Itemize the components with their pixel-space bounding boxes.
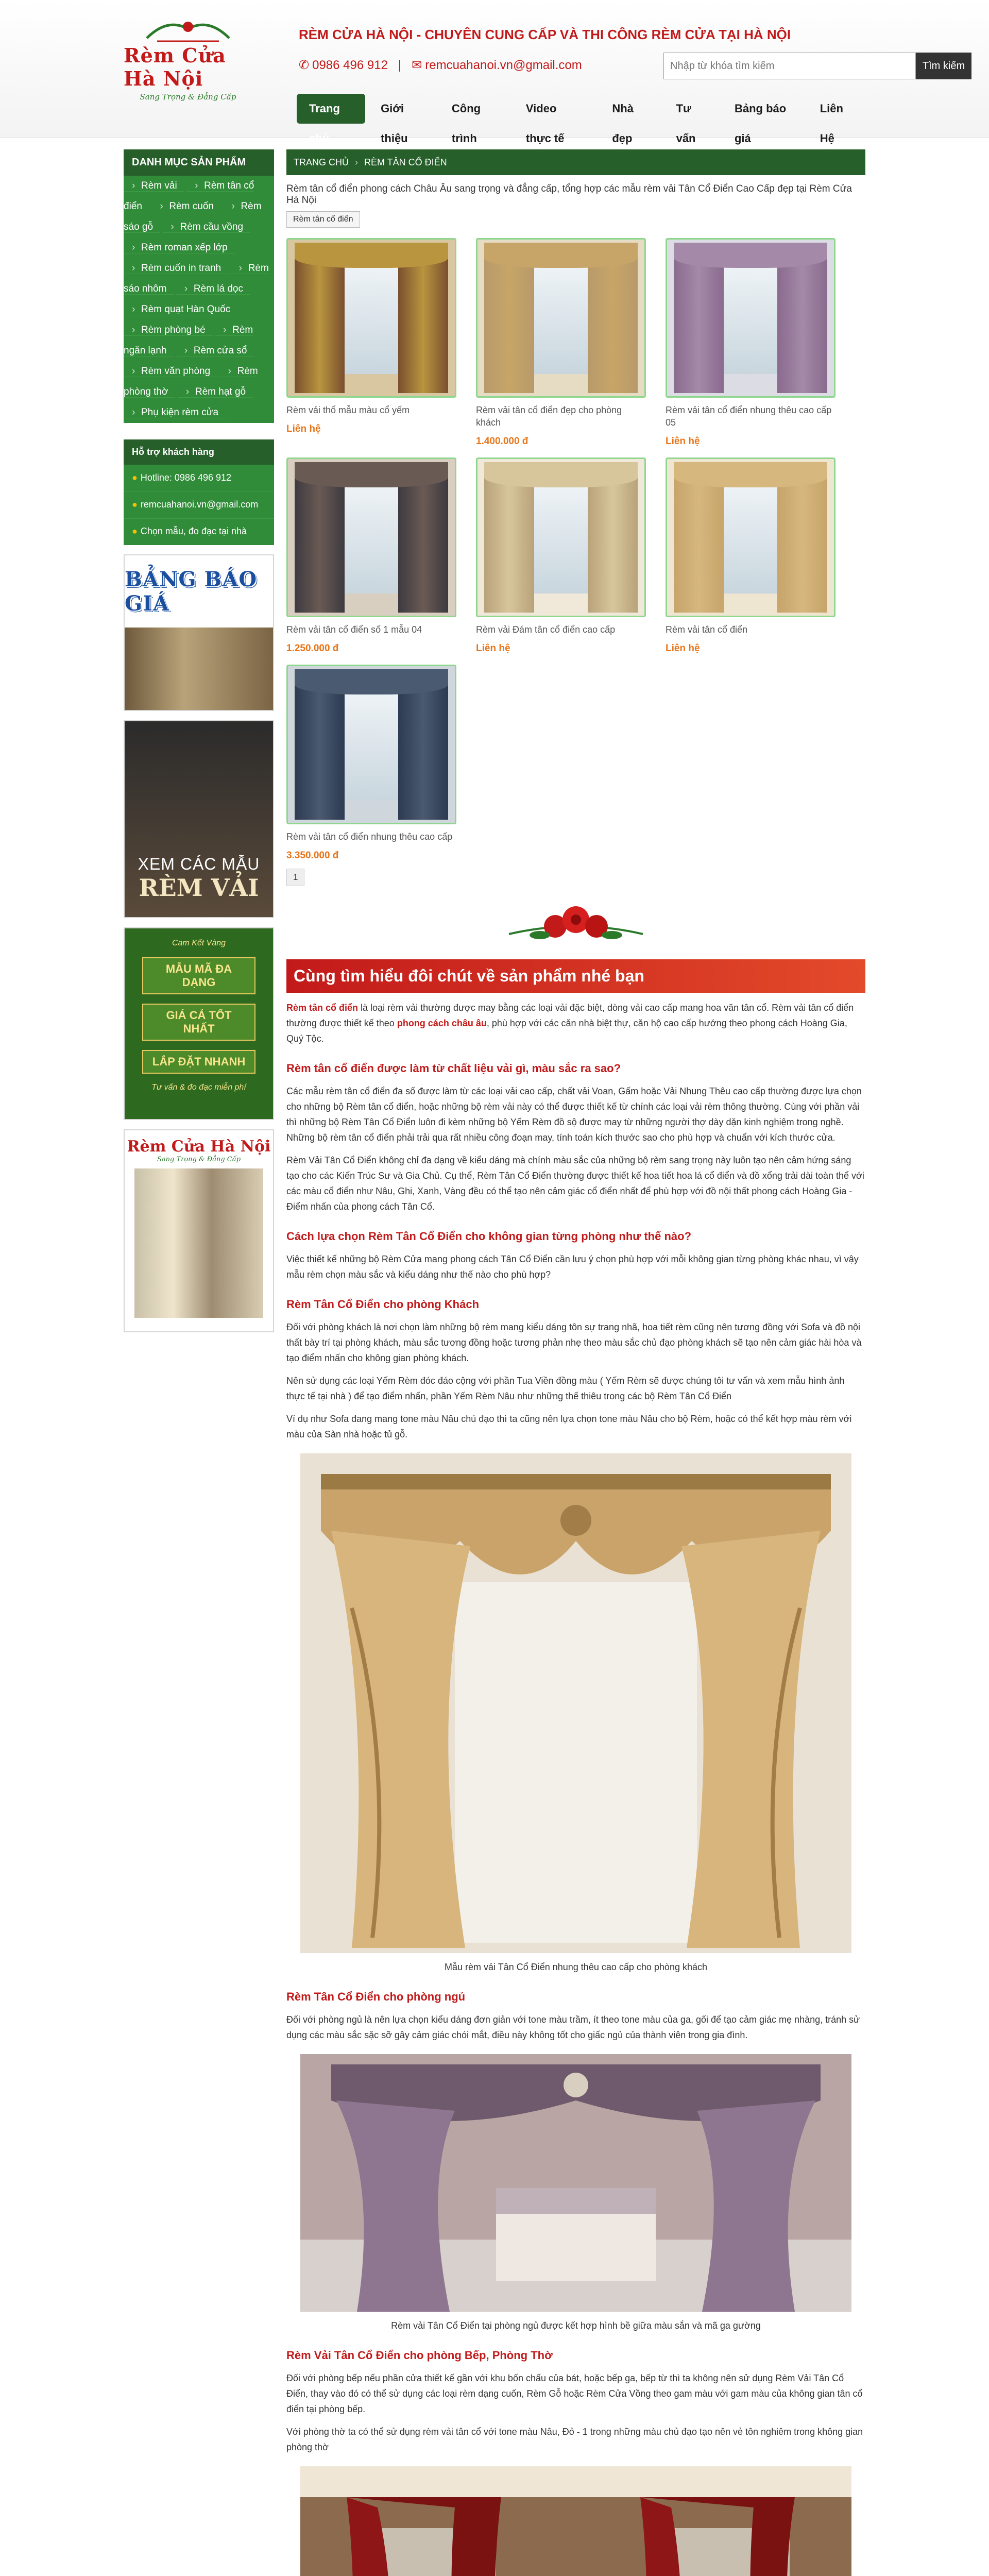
breadcrumb-home[interactable]: TRANG CHỦ [294,157,349,167]
article-paragraph: Đối với phòng ngủ là nên lựa chọn kiểu dáng đơn giản với tone màu trầm, ít theo tone màu của ga, gối để tạo cảm giác mẹ nhàng, tránh sử dụng các màu sắc sặc sỡ gây cảm giác chói mắt, điều này không tốt cho giấc ngủ của thành viên trong gia đình. [286,2014,860,2040]
product-card[interactable] [666,457,835,654]
breadcrumb [286,149,865,175]
banner-line: XEM CÁC MẪU [138,855,260,873]
product-card[interactable] [476,238,646,447]
figure-caption: Mẫu rèm vải Tân Cổ Điển nhung thêu cao cấp cho phòng khách [445,1962,707,1972]
nav-videos[interactable]: Video thực tế [525,102,565,145]
product-image-valance [295,669,448,694]
product-name[interactable]: Rèm vải tân cổ điển [666,624,748,635]
site-tagline: RÈM CỬA HÀ NỘI - CHUYÊN CUNG CẤP VÀ THI CÔNG RÈM CỬA TẠI HÀ NỘI [299,27,791,42]
product-image-curtain [674,468,724,613]
category-intro: Rèm tân cổ điển phong cách Châu Âu sang trọng và đẳng cấp, tổng hợp các mẫu rèm vải Tân Cổ Điển Cao Cấp đẹp tại Rèm Cửa Hà Nội [286,183,852,206]
product-image-valance [295,243,448,268]
banner-logo-subtitle: Sang Trọng & Đẳng Cấp [157,1156,241,1163]
category-item[interactable]: › Rèm cầu vồng [163,222,251,233]
product-price: Liên hệ [666,436,700,447]
category-item[interactable]: › Rèm lá dọc [176,283,250,295]
product-image[interactable] [286,665,456,824]
article-paragraph: Các mẫu rèm tân cổ điển đa số được làm từ các loại vải cao cấp, chất vải Voan, Gấm hoặc Vải Nhung Thêu cao cấp thường được lựa chọn cho những bộ Rèm tân cổ điển, hoặc những bộ rèm vải này có thể được thiết kế từ chính các loại vải rèm thông thường. Cùng với phần vải thì những bộ Rèm Tân Cổ Điển luôn đi kèm những bộ Yếm Rèm đồ sộ được may từ những người thợ dày dặn kinh nghiệm trong nghề. Những bộ rèm tân cổ điển phải trải qua rất nhiều công đoạn may, tính toán kích thước sao cho phù hợp và chuẩn với kích thước cửa. [286,1086,862,1143]
category-filter[interactable]: Rèm tân cổ điển [286,211,360,228]
category-item[interactable]: › Rèm phòng thờ [124,366,258,398]
product-image-curtain [674,249,724,393]
category-item[interactable]: › Rèm roman xếp lớp [124,242,235,253]
product-image-curtain [777,249,827,393]
sidebar [124,149,274,1332]
product-name[interactable]: Rèm vải thổ mẫu màu cổ yếm [286,405,410,415]
price-list-banner-title: BẢNG BÁO GIÁ [125,567,258,616]
logo-ornament-icon [129,17,247,44]
category-item[interactable]: › Rèm vải [124,180,184,192]
product-image-valance [674,243,827,268]
category-item[interactable]: › Rèm sáo nhôm [124,263,269,295]
category-item[interactable]: › Rèm phòng bé [124,325,213,336]
living-room-curtain-photo [300,1453,851,1953]
nav-advice[interactable]: Tư vấn [676,102,696,145]
article-heading: Rèm Vải Tân Cổ Điển cho phòng Bếp, Phòng Thờ [286,2349,553,2362]
product-price: Liên hệ [286,423,321,434]
product-image-curtain [588,468,638,613]
nav-beautiful-homes[interactable]: Nhà đẹp [612,102,634,145]
article-heading: Cách lựa chọn Rèm Tân Cổ Điển cho không gian từng phòng như thế nào? [286,1230,692,1243]
article-paragraph: Việc thiết kế những bộ Rèm Cửa mang phong cách Tân Cổ Điển cần lưu ý chọn phù hợp với mỗi không gian từng phòng khác nhau, vì vậy mẫu rèm chọn màu sắc và kiểu dáng như thế nào cho phù hợp? [286,1254,859,1280]
altar-room-curtain-photo [300,2466,851,2576]
product-image-curtain [398,675,448,820]
category-item[interactable]: › Phụ kiện rèm cửa [124,407,226,418]
nav-home[interactable]: Trang chủ [297,94,365,124]
product-name[interactable]: Rèm vải tân cổ điển nhung thêu cao cấp 05 [666,405,832,428]
figure-caption: Rèm vải Tân Cổ Điển tại phòng ngủ được kết hợp hình bề giữa màu sắn và mã ga gường [391,2320,761,2331]
main-nav [297,94,865,145]
phone-icon: ✆ [299,58,310,72]
product-image-curtain [588,249,638,393]
nav-contact[interactable]: Liên Hệ [820,102,843,145]
product-image-curtain [295,249,345,393]
article-paragraph: Với phòng thờ ta có thể sử dụng rèm vải tân cổ với tone màu Nâu, Đỏ - 1 trong những màu chủ đạo tạo nên vẻ tôn nghiêm trong không gian phòng thờ [286,2427,863,2452]
banner-image [134,1168,263,1318]
brand-banner[interactable] [124,1129,274,1332]
product-card[interactable] [286,238,456,447]
support-hotline[interactable]: ● Hotline: 0986 496 912 [124,465,274,492]
nav-about[interactable]: Giới thiệu [381,102,408,145]
product-image[interactable] [666,238,835,398]
product-card[interactable] [286,665,456,861]
bullet-icon: ● [132,472,138,483]
category-item[interactable]: › Rèm ngăn lạnh [124,325,253,357]
product-price: 1.400.000 đ [476,436,528,447]
product-image[interactable] [286,457,456,617]
support-note: ● Chọn mẫu, đo đạc tại nhà [124,518,274,545]
article-heading: Rèm Tân Cổ Điển cho phòng ngủ [286,1990,466,2003]
article-paragraph: Đối với phòng khách là nơi chọn làm những bộ rèm mang kiểu dáng tôn sự trang nhã, hoa tiết rèm cũng nên tương đồng với Sofa và đồ nội thất bày trí tại phòng khách, màu sắc tương đồng hoặc tương phản nhẹ theo màu sắc chủ đạo phòng khách sẽ tạo nên cảm giác hài hòa và tạo điểm nhấn cho không gian phòng khách. [286,1322,862,1363]
product-image-curtain [484,468,534,613]
category-item[interactable]: › Rèm cuốn [151,201,221,212]
bedroom-curtain-photo [300,2054,851,2312]
logo[interactable] [124,15,252,103]
header [0,0,989,145]
product-image-curtain [398,249,448,393]
category-item[interactable]: › Rèm tân cổ điển [124,180,254,212]
header-email[interactable]: ✉ remcuahanoi.vn@gmail.com [412,58,582,72]
product-price: 3.350.000 đ [286,850,339,861]
product-image-valance [674,462,827,487]
email-icon: ✉ [412,58,422,72]
product-image-curtain [484,249,534,393]
product-image-valance [484,462,638,487]
article [286,1000,865,2576]
article-heading: Rèm tân cổ điển được làm từ chất liệu vải gì, màu sắc ra sao? [286,1062,621,1075]
logo-title: Rèm Cửa Hà Nội [124,44,226,90]
product-grid [286,238,865,861]
category-item[interactable]: › Rèm cuốn in tranh [124,263,228,274]
product-name[interactable]: Rèm vải Đám tân cổ điển cao cấp [476,624,616,635]
product-image-curtain [777,468,827,613]
article-paragraph: Đối với phòng bếp nếu phần cửa thiết kế gần với khu bốn chấu của bát, hoặc bếp ga, bếp từ thì ta không nên sử dụng Rèm Vải Tân Cổ Điển, thay vào đó có thể sử dụng các loại rèm dạng cuốn, Rèm Gỗ hoặc Rèm Cửa Vồng theo gam màu với gam màu của không gian tân cổ điển tại phòng bếp. [286,2373,863,2414]
price-list-banner[interactable] [124,554,274,711]
article-paragraph: Ví dụ như Sofa đang mang tone màu Nâu chủ đạo thì ta cũng nên lựa chọn tone màu Nâu cho bộ Rèm, hoặc có thể kết hợp màu rèm với màu của Sàn nhà hoặc tủ gỗ. [286,1414,852,1439]
banner-line: Tư vấn & đo đạc miễn phí [151,1083,246,1092]
category-item[interactable]: › Rèm hạt gỗ [178,386,253,398]
bullet-icon: ● [132,526,138,536]
logo-subtitle: Sang Trọng & Đẳng Cấp [140,92,236,101]
product-card[interactable] [666,238,835,447]
article-paragraph: Rèm tân cổ điển là loại rèm vải thường được may bằng các loại vải đặc biệt, dòng vải cao cấp mang hoa văn tân cổ. Rèm vải tân cổ điển thường được thiết kế theo phong cách châu âu, phù hợp với các căn nhà biệt thự, căn hộ cao cấp hướng theo phong cách Hoàng Gia, Quý Tộc. [286,1003,854,1044]
category-list [124,176,274,423]
support-box [124,439,274,545]
support-title: Hỗ trợ khách hàng [124,439,274,465]
article-paragraph: Nên sử dụng các loại Yếm Rèm đóc đáo cộng với phần Tua Viền đồng màu ( Yếm Rèm sẽ được chúng tôi tư vấn và xem mẫu hình ảnh thực tế tại nhà ) để tạo điểm nhấn, phần Yếm Rèm Nâu như những thế thiêu trong các bộ Rèm Tân Cổ Điển [286,1376,845,1401]
product-price: Liên hệ [666,643,700,654]
search-input[interactable] [663,53,916,79]
support-email[interactable]: ● remcuahanoi.vn@gmail.com [124,492,274,518]
search-button[interactable]: Tìm kiếm [916,53,971,79]
product-image-curtain [295,468,345,613]
product-name[interactable]: Rèm vải tân cổ điển nhung thêu cao cấp [286,832,453,842]
product-price: Liên hệ [476,643,510,654]
breadcrumb-current: RÈM TÂN CỔ ĐIỂN [364,157,447,167]
category-item[interactable]: › Rèm văn phòng [124,366,217,377]
banner-line: Cam Kết Vàng [172,939,226,947]
product-name[interactable]: Rèm vải tân cổ điển đẹp cho phòng khách [476,405,622,428]
article-heading: Rèm Tân Cổ Điển cho phòng Khách [286,1298,480,1311]
product-price: 1.250.000 đ [286,643,339,654]
banner-logo-title: Rèm Cửa Hà Nội [127,1138,271,1156]
category-item[interactable]: › Rèm quạt Hàn Quốc [124,304,237,315]
banner-image [125,628,273,710]
category-item[interactable]: › Rèm sáo gỗ [124,201,262,233]
nav-projects[interactable]: Công trình [451,102,481,145]
article-paragraph: Rèm Vải Tân Cổ Điển không chỉ đa dạng về kiểu dáng mà chính màu sắc của những bộ rèm sang trọng này luôn tạo nên cảm hứng sáng tạo cho các Kiến Trúc Sư và Gia Chủ. Cụ thể, Rèm Tân Cổ Điển thường được thiết kế hoa tiết hoa lá cổ điển và đồ xổng trải dài toàn thể với các màu cổ điển như Nâu, Ghi, Xanh, Vàng đều có thể tạo nên cảm giác cổ điển nhất để phù hợp với đồ nội thất phong cách Hoàng Gia - Điểm nhấn của phong cách Tân Cổ. [286,1155,864,1212]
rose-divider-icon [286,895,865,957]
product-image-curtain [398,468,448,613]
product-image[interactable] [476,457,646,617]
product-image[interactable] [476,238,646,398]
category-title: DANH MỤC SẢN PHẨM [124,149,274,176]
product-image[interactable] [286,238,456,398]
article-banner: Cùng tìm hiểu đôi chút về sản phẩm nhé bạn [286,959,865,993]
curtain-samples-banner[interactable] [124,720,274,918]
product-card[interactable] [476,457,646,654]
banner-line: LẮP ĐẶT NHANH [142,1050,255,1074]
banner-line: GIÁ CẢ TỐT NHẤT [142,1004,255,1041]
product-image[interactable] [666,457,835,617]
product-name[interactable]: Rèm vải tân cổ điển số 1 mẫu 04 [286,624,422,635]
header-phone[interactable]: ✆ 0986 496 912 [299,58,388,72]
product-image-valance [484,243,638,268]
bullet-icon: ● [132,499,138,510]
banner-line: MẪU MÃ ĐA DẠNG [142,957,255,994]
banner-line: RÈM VẢI [139,874,259,902]
main-content [286,149,865,2576]
product-image-valance [295,462,448,487]
header-contacts [299,58,582,73]
breadcrumb-separator: › [355,157,358,167]
product-card[interactable] [286,457,456,654]
category-item[interactable]: › Rèm cửa sổ [176,345,254,357]
commitment-banner[interactable] [124,927,274,1120]
divider: | [398,58,402,72]
nav-price-list[interactable]: Bảng báo giá [734,102,787,145]
search-form [663,53,971,79]
pagination-page[interactable]: 1 [286,869,304,886]
product-image-curtain [295,675,345,820]
